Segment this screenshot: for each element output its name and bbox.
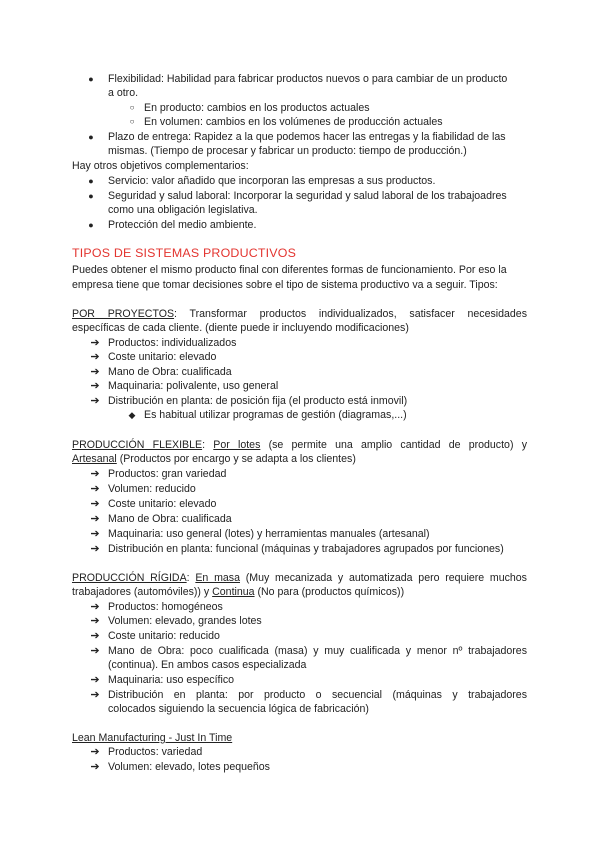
proyectos-sub-item: Es habitual utilizar programas de gestión (diagramas,...) [144, 409, 407, 421]
rigida-masa-desc: (Muy mecanizada y automatizada pero requiere muchos [239, 572, 527, 584]
flexible-heading-cont [72, 452, 356, 466]
rigida-item: Mano de Obra: poco cualificada (masa) y muy cualificada y menor nº trabajadores [108, 645, 527, 657]
flexible-item: Distribución en planta: funcional (máquinas y trabajadores agrupados por funciones) [108, 543, 504, 555]
section-title: TIPOS DE SISTEMAS PRODUCTIVOS [72, 246, 297, 260]
rigida-item: Volumen: elevado, grandes lotes [108, 615, 262, 627]
arrow-right-icon: ➔ [90, 674, 100, 686]
lean-item: Productos: variedad [108, 746, 203, 758]
plazo-item: Plazo de entrega: Rapidez a la que podemos hacer las entregas y la fiabilidad de las [108, 131, 506, 143]
flexible-artesanal-desc: (Productos por encargo y se adapta a los clientes) [116, 453, 356, 465]
arrow-right-icon: ➔ [90, 615, 100, 627]
rigida-item: Coste unitario: reducido [108, 630, 220, 642]
arrow-right-icon: ➔ [90, 746, 100, 758]
arrow-right-icon: ➔ [90, 513, 100, 525]
flexibility-text: Habilidad para fabricar productos nuevos o para cambiar de un producto [163, 73, 508, 85]
proyectos-desc: : Transformar productos individualizados, satisfacer necesidades [174, 308, 527, 320]
proyectos-heading [72, 307, 527, 321]
proyectos-item: Distribución en planta: de posición fija (el producto está inmovil) [108, 395, 408, 407]
complementary-item: Protección del medio ambiente. [108, 219, 257, 231]
flexibility-sub-item: En volumen: cambios en los volúmenes de producción actuales [144, 116, 443, 128]
arrow-right-icon: ➔ [90, 645, 100, 657]
bullet-dot-icon: ● [88, 132, 94, 142]
arrow-right-icon: ➔ [90, 366, 100, 378]
arrow-right-icon: ➔ [90, 351, 100, 363]
flexible-heading [72, 438, 527, 452]
bullet-dot-icon: ● [88, 191, 94, 201]
complementary-item: Servicio: valor añadido que incorporan las empresas a sus productos. [108, 175, 436, 187]
section-intro-cont: empresa tiene que tomar decisiones sobre el tipo de sistema productivo va a seguir. Tipos: [72, 279, 498, 291]
flexible-label: PRODUCCIÓN FLEXIBLE [72, 439, 203, 451]
arrow-right-icon: ➔ [90, 380, 100, 392]
flexible-colon: : [202, 439, 206, 451]
arrow-right-icon: ➔ [90, 468, 100, 480]
flexibility-item [108, 72, 507, 86]
flexible-item: Volumen: reducido [108, 483, 196, 495]
rigida-item-cont: colocados siguiendo la secuencia lógica de fabricación) [108, 703, 369, 715]
flexible-item: Productos: gran variedad [108, 468, 227, 480]
complementary-intro: Hay otros objetivos complementarios: [72, 160, 249, 172]
flexible-item: Maquinaria: uso general (lotes) y herramientas manuales (artesanal) [108, 528, 430, 540]
section-intro: Puedes obtener el mismo producto final con diferentes formas de funcionamiento. Por eso la [72, 264, 507, 276]
flexible-item: Mano de Obra: cualificada [108, 513, 232, 525]
complementary-item-cont: como una obligación legislativa. [108, 204, 258, 216]
plazo-item-cont: mismas. (Tiempo de procesar y fabricar un producto: tiempo de producción.) [108, 145, 467, 157]
rigida-heading [72, 571, 527, 585]
rigida-line2-pre: trabajadores (automóviles)) y [72, 586, 213, 598]
rigida-item: Distribución en planta: por producto o secuencial (máquinas y trabajadores [108, 689, 527, 701]
proyectos-item: Mano de Obra: cualificada [108, 366, 232, 378]
flexible-artesanal: Artesanal [72, 453, 117, 465]
rigida-colon: : [186, 572, 190, 584]
complementary-item: Seguridad y salud laboral: Incorporar la seguridad y salud laboral de los trabajoadres [108, 190, 507, 202]
rigida-masa: En masa [195, 572, 240, 584]
arrow-right-icon: ➔ [90, 689, 100, 701]
flexible-lotes: Por lotes [213, 439, 261, 451]
rigida-item: Maquinaria: uso específico [108, 674, 235, 686]
proyectos-label: POR PROYECTOS [72, 308, 175, 320]
proyectos-desc-cont: específicas de cada cliente. (diente puede ir incluyendo modificaciones) [72, 322, 409, 334]
bullet-circle-icon: ○ [129, 117, 135, 126]
arrow-right-icon: ➔ [90, 543, 100, 555]
rigida-item: Productos: homogéneos [108, 601, 223, 613]
arrow-right-icon: ➔ [90, 498, 100, 510]
flexibility-text-cont: a otro. [108, 87, 139, 99]
arrow-right-icon: ➔ [90, 483, 100, 495]
lean-heading: Lean Manufacturing - Just In Time [72, 732, 233, 744]
flexibility-sub-item: En producto: cambios en los productos actuales [144, 102, 370, 114]
proyectos-item: Productos: individualizados [108, 337, 237, 349]
flexible-lotes-desc: (se permite una amplio cantidad de producto) y [260, 439, 527, 451]
rigida-item-cont: (continua). En ambos casos especializada [108, 659, 307, 671]
arrow-right-icon: ➔ [90, 630, 100, 642]
bullet-dot-icon: ● [88, 220, 94, 230]
diamond-bullet-icon: ◆ [128, 410, 136, 420]
bullet-circle-icon: ○ [129, 103, 135, 112]
flexibility-label: Flexibilidad: [108, 73, 164, 85]
arrow-right-icon: ➔ [90, 528, 100, 540]
rigida-heading-cont [72, 585, 404, 599]
rigida-continua: Continua [212, 586, 255, 598]
arrow-right-icon: ➔ [90, 395, 100, 407]
rigida-continua-desc: (No para (productos químicos)) [254, 586, 405, 598]
bullet-dot-icon: ● [88, 176, 94, 186]
rigida-label: PRODUCCIÓN RÍGIDA [72, 572, 187, 584]
proyectos-item: Maquinaria: polivalente, uso general [108, 380, 279, 392]
proyectos-item: Coste unitario: elevado [108, 351, 217, 363]
lean-item: Volumen: elevado, lotes pequeños [108, 761, 270, 773]
flexible-item: Coste unitario: elevado [108, 498, 217, 510]
arrow-right-icon: ➔ [90, 601, 100, 613]
arrow-right-icon: ➔ [90, 337, 100, 349]
bullet-dot-icon: ● [88, 74, 94, 84]
arrow-right-icon: ➔ [90, 761, 100, 773]
